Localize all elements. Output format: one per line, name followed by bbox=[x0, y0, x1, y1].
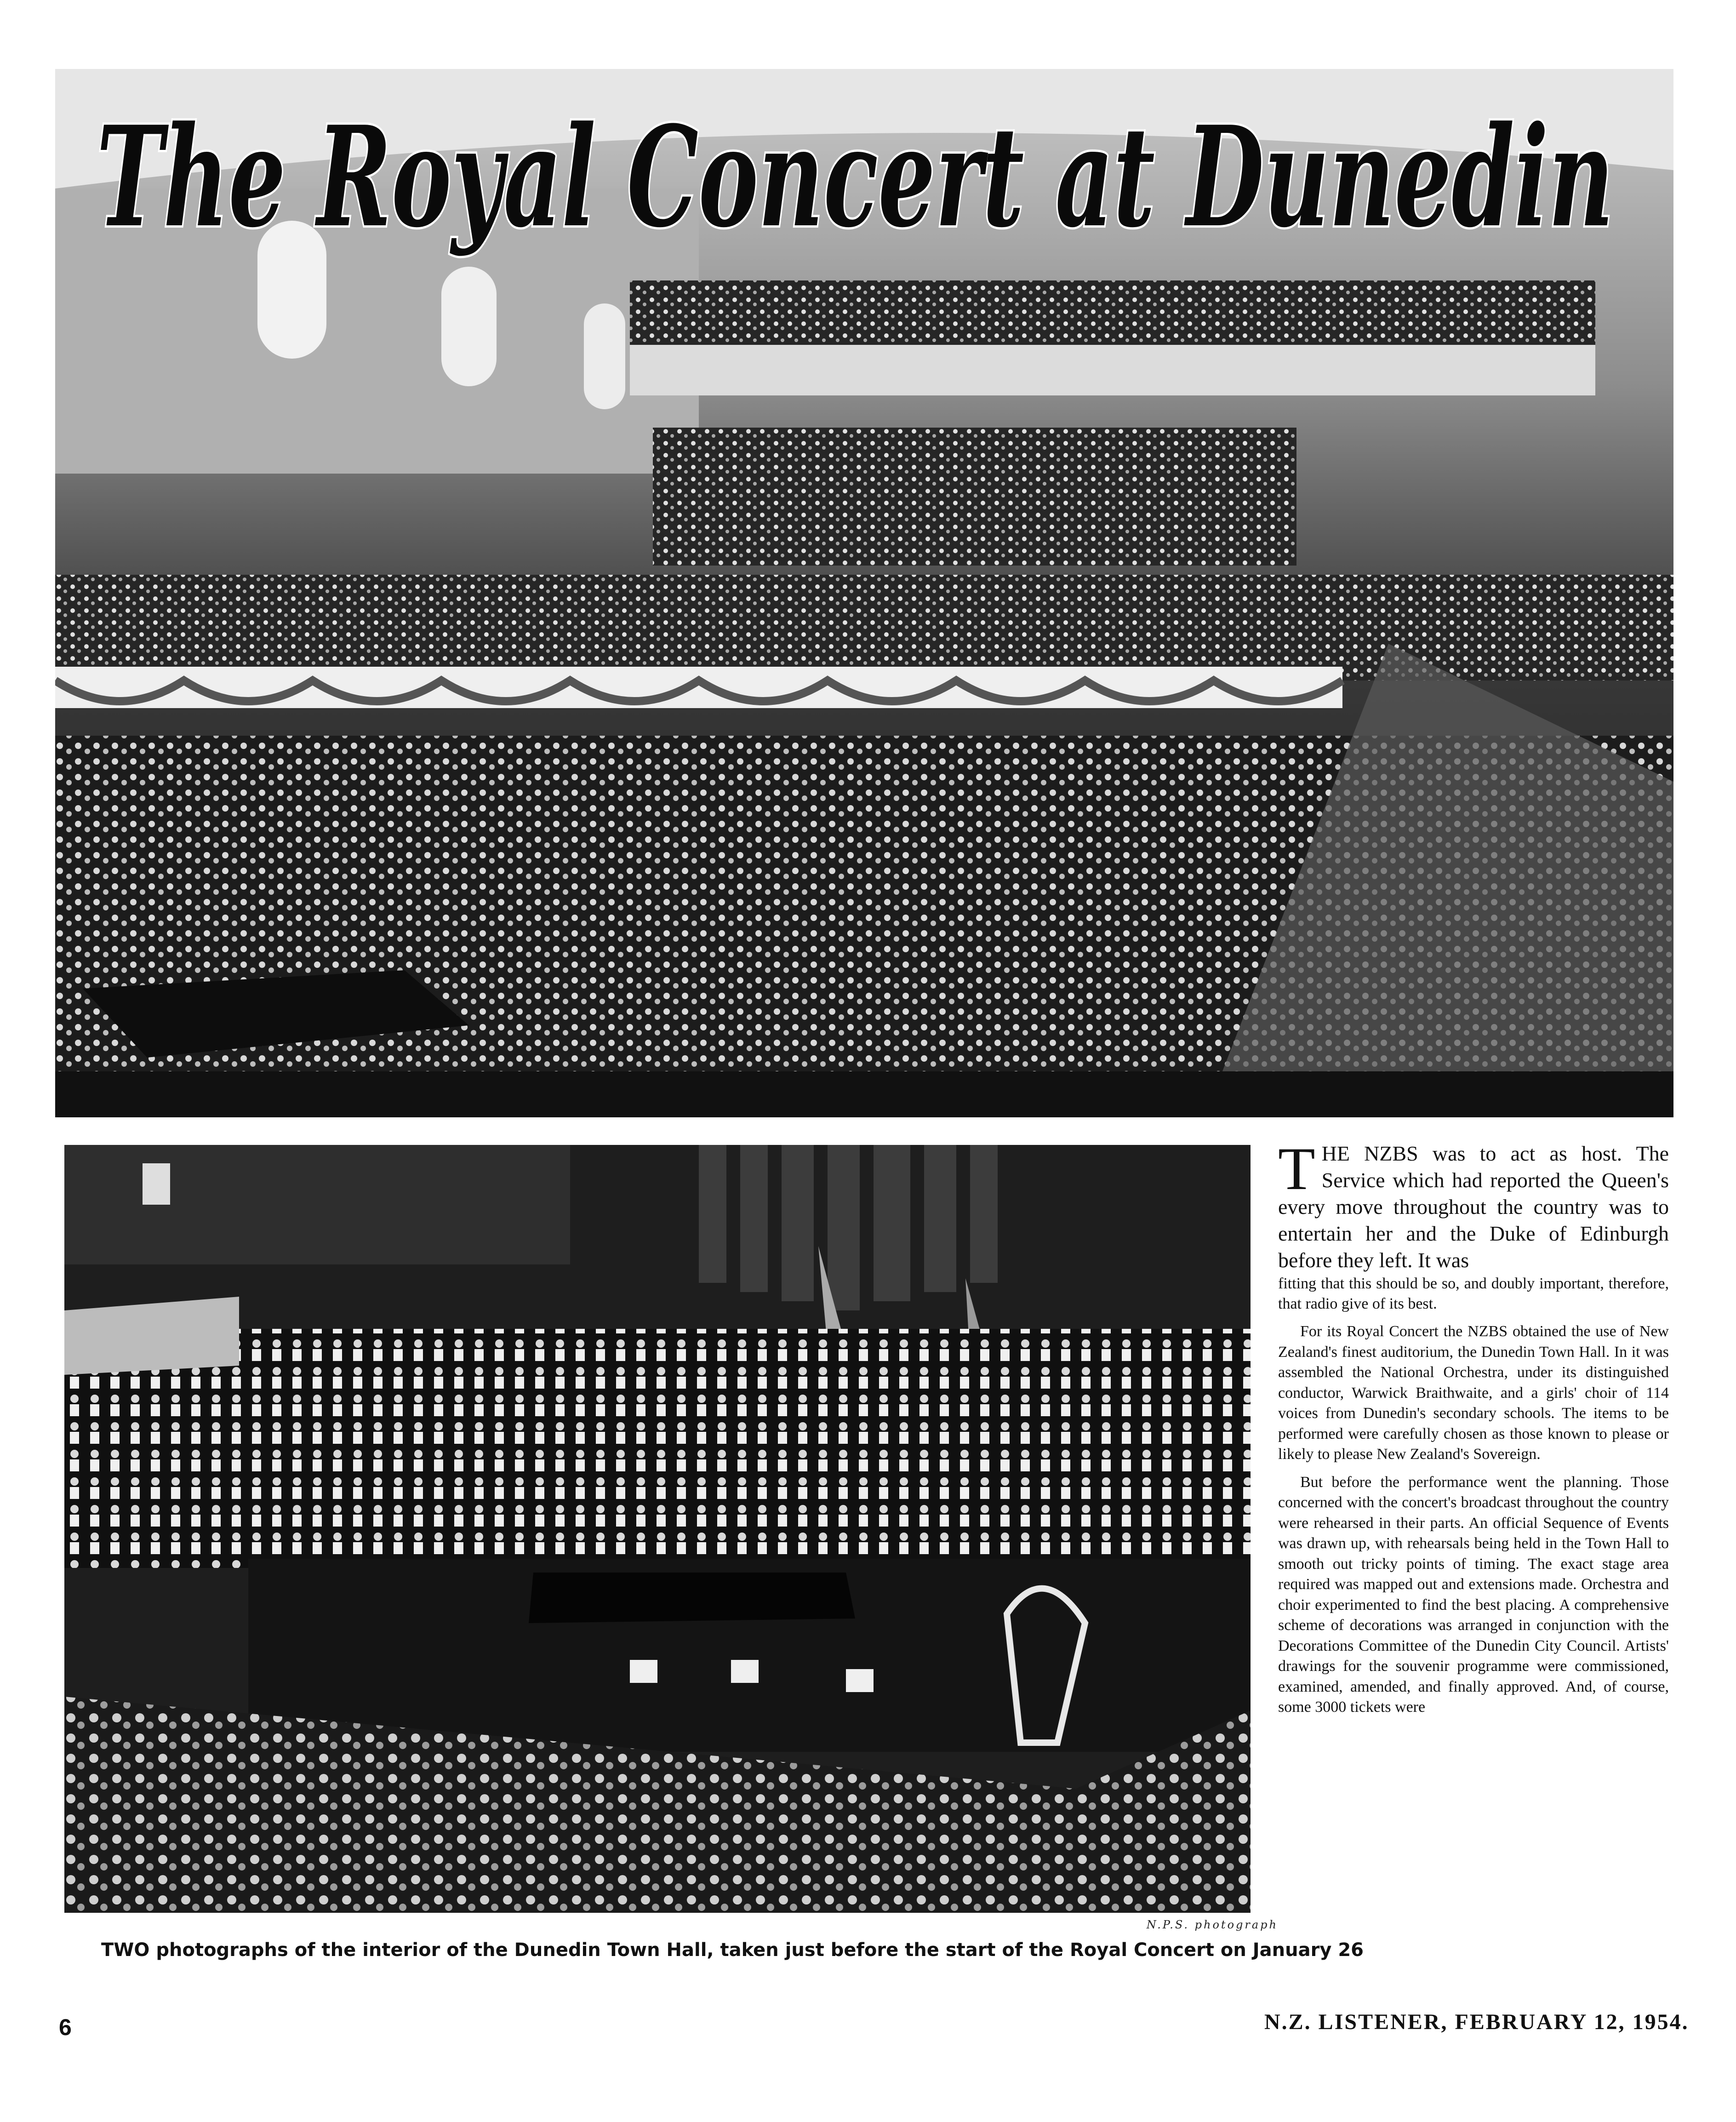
photo-credit: N.P.S. photograph bbox=[1146, 1918, 1278, 1931]
photo-icon bbox=[64, 1145, 1251, 1913]
article-intro-text: HE NZBS was to act as host. The Service which had reported the Queen's every move throughout the country was to entertain her and the Duke of Edinburgh before they left. It was bbox=[1278, 1142, 1669, 1272]
article-paragraph: But before the performance went the planning. Those concerned with the concert's broadcast throughout the country were rehearsed in their parts. An official Sequence of Events was drawn up, with rehearsals being held in the Town Hall to smooth out tricky points of timing. The exact stage area required was mapped out and extensions made. Orchestra and choir experimented to find the best placing. A comprehensive scheme of decorations was arranged in conjunction with the Decorations Committee of the Dunedin City Council. Artists' drawings for the souvenir programme were commissioned, examined, amended, and finally approved. And, of course, some 3000 tickets were bbox=[1278, 1473, 1669, 1716]
article-column bbox=[1278, 1140, 1669, 1959]
article-paragraph: For its Royal Concert the NZBS obtained the use of New Zealand's finest auditorium, the Dunedin Town Hall. In it was assembled the National Orchestra, under its distinguished conductor, Warwick Braithwaite, and a girls' choir of 114 voices from Dunedin's secondary schools. The items to be performed were carefully chosen as those known to please or likely to please New Zealand's Sovereign. bbox=[1278, 1323, 1669, 1463]
article-intro-continued: fitting that this should be so, and doubly important, therefore, that radio give of its best. bbox=[1278, 1275, 1669, 1312]
article-intro bbox=[1278, 1140, 1669, 1274]
headline-text: The Royal Concert at Dunedin bbox=[97, 96, 1614, 258]
publication-footer: N.Z. LISTENER, FEBRUARY 12, 1954. bbox=[1264, 2010, 1689, 2034]
headline bbox=[74, 87, 1637, 280]
drop-cap: T bbox=[1278, 1140, 1315, 1202]
photo-caption bbox=[101, 1939, 1364, 1961]
page-number: 6 bbox=[59, 2014, 72, 2040]
auditorium-photo-bottom bbox=[64, 1145, 1251, 1913]
caption-text: photographs of the interior of the Dunedin Town Hall, taken just before the start of the Royal Concert on January 26 bbox=[156, 1939, 1364, 1961]
caption-lead: TWO bbox=[101, 1939, 150, 1961]
